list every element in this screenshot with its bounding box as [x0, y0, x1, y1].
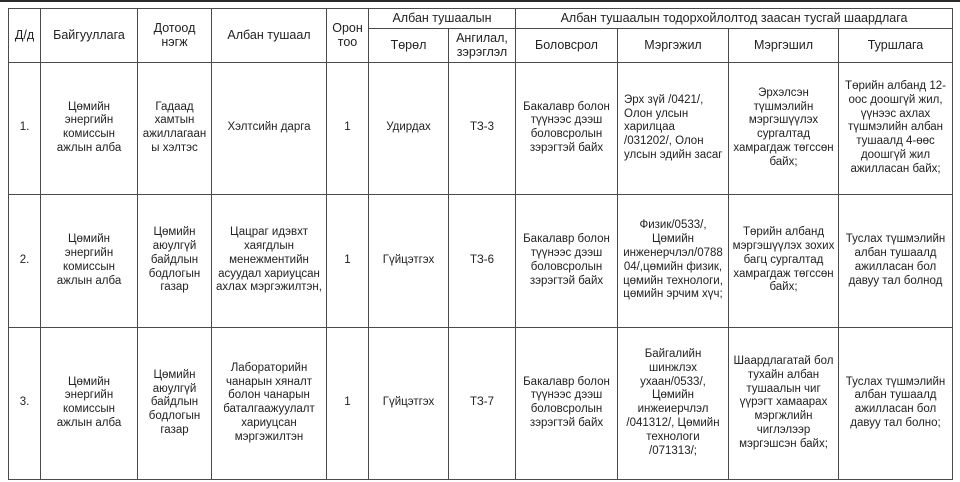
- cell-organization: Цөмийн энергийн комиссын ажлын алба: [41, 194, 138, 327]
- position-requirements-table: [8, 8, 953, 480]
- cell-profession: Эрх зүй /0421/, Олон улсын харилцаа /031202/, Олон улсын эдийн засаг: [618, 62, 729, 194]
- col-header-no: Д/д: [9, 9, 41, 63]
- cell-organization: Цөмийн энергийн комиссын ажлын алба: [41, 62, 138, 194]
- cell-experience: Туслах түшмэлийн албан тушаалд ажилласан бол давуу тал болнод: [839, 194, 953, 327]
- col-header-experience: Туршлага: [839, 29, 953, 63]
- cell-classification: ТЗ-7: [449, 327, 516, 479]
- table-row: [9, 327, 953, 479]
- cell-profession: Физик/0533/, Цөмийн инженерчлэл/078804/,цөмийн физик, цөмийн технологи, цөмийн эрчим хүч;: [618, 194, 729, 327]
- cell-internal-unit: Цөмийн аюулгүй байдлын бодлогын газар: [138, 194, 212, 327]
- cell-classification: ТЗ-6: [449, 194, 516, 327]
- cell-organization: Цөмийн энергийн комиссын ажлын алба: [41, 327, 138, 479]
- cell-classification: ТЗ-3: [449, 62, 516, 194]
- cell-specialization: Шаардлагатай бол тухайн албан тушаалын чиг үүрэгт хамаарах мэргжлийн чиглэлээр мэргэшсэн байх;: [729, 327, 839, 479]
- table-row: [9, 194, 953, 327]
- cell-position: Лабораторийн чанарын хяналт болон чанарын баталгаажуулалт хариуцсан мэргэжилтэн: [212, 327, 327, 479]
- col-group-special-requirements: Албан тушаалын тодорхойлолтод заасан тусгай шаардлага: [516, 9, 953, 29]
- cell-internal-unit: Гадаад хамтын ажиллагааны хэлтэс: [138, 62, 212, 194]
- cell-headcount: 1: [327, 62, 369, 194]
- cell-type: Удирдах: [369, 62, 449, 194]
- page-top-rule: [0, 0, 960, 2]
- col-header-classification: Ангилал, зэрэглэл: [449, 29, 516, 63]
- cell-no: 3.: [9, 327, 41, 479]
- col-header-profession: Мэргэжил: [618, 29, 729, 63]
- col-header-organization: Байгууллага: [41, 9, 138, 63]
- cell-specialization: Төрийн албанд мэргэшүүлэх зохих багц сургалтад хамрагдаж төгссөн байх;: [729, 194, 839, 327]
- cell-specialization: Эрхэлсэн түшмэлийн мэргэшүүлэх сургалтад хамрагдаж төгссөн байх;: [729, 62, 839, 194]
- cell-type: Гүйцэтгэх: [369, 194, 449, 327]
- cell-position: Хэлтсийн дарга: [212, 62, 327, 194]
- col-header-headcount: Орон тоо: [327, 9, 369, 63]
- cell-education: Бакалавр болон түүнээс дээш боловсролын зэрэгтэй байх: [516, 62, 618, 194]
- cell-education: Бакалавр болон түүнээс дээш боловсролын зэрэгтэй байх: [516, 194, 618, 327]
- cell-no: 2.: [9, 194, 41, 327]
- col-header-internal-unit: Дотоод нэгж: [138, 9, 212, 63]
- cell-no: 1.: [9, 62, 41, 194]
- cell-experience: Төрийн албанд 12-оос доошгүй жил, үүнээс ахлах түшмэлийн албан тушаалд 4-өөс доошгүй жил ажилласан байх;: [839, 62, 953, 194]
- cell-type: Гүйцэтгэх: [369, 327, 449, 479]
- cell-profession: Байгалийн шинжлэх ухаан/0533/, Цөмийн инжеиерчлэл /041312/, Цөмийн технологи /071313/;: [618, 327, 729, 479]
- cell-experience: Туслах түшмэлийн албан тушаалд ажилласан бол давуу тал болно;: [839, 327, 953, 479]
- table-row: [9, 62, 953, 194]
- col-header-type: Төрөл: [369, 29, 449, 63]
- cell-position: Цацраг идэвхт хаягдлын менежментийн асуудал хариуцсан ахлах мэргэжилтэн,: [212, 194, 327, 327]
- cell-headcount: 1: [327, 194, 369, 327]
- cell-internal-unit: Цөмийн аюулгүй байдлын бодлогын газар: [138, 327, 212, 479]
- col-header-position: Албан тушаал: [212, 9, 327, 63]
- cell-education: Бакалавр болон түүнээс дээш боловсролын зэрэгтэй байх: [516, 327, 618, 479]
- col-header-specialization: Мэргэшил: [729, 29, 839, 63]
- header-row-1: [9, 9, 953, 29]
- cell-headcount: 1: [327, 327, 369, 479]
- col-group-position-type: Албан тушаалын: [369, 9, 516, 29]
- col-header-education: Боловсрол: [516, 29, 618, 63]
